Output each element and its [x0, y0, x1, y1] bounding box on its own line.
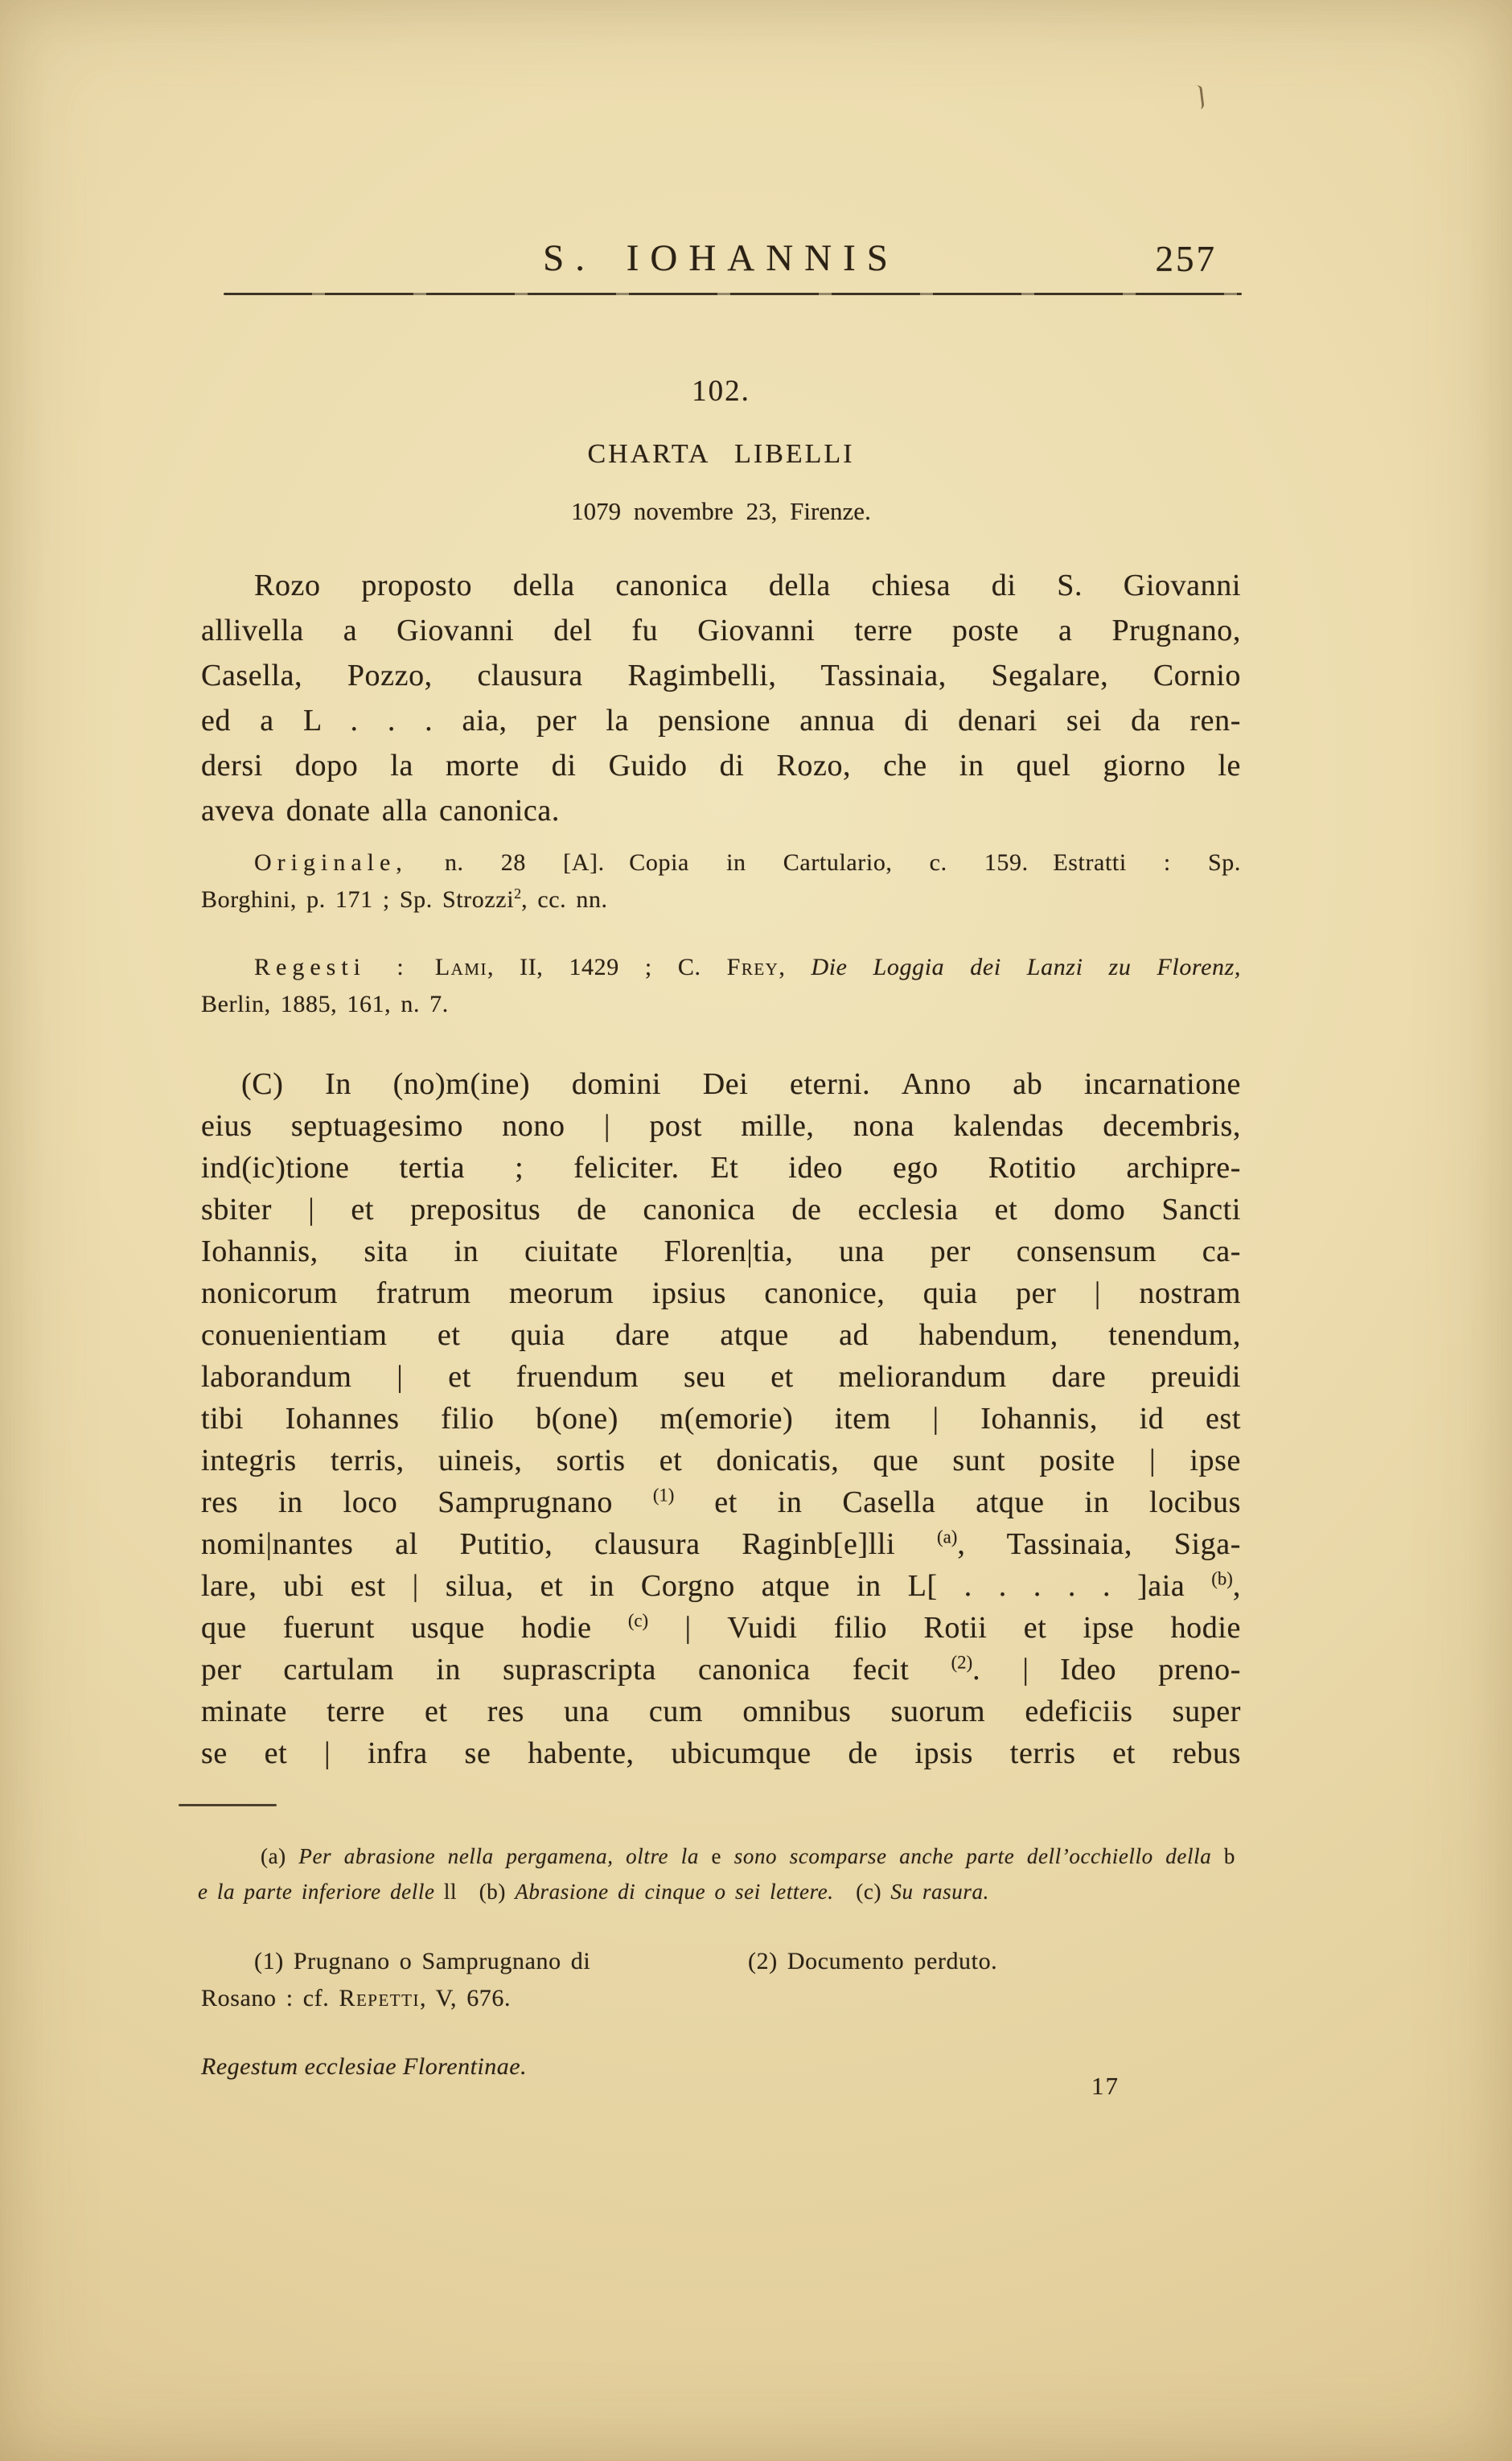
signature-number: 17: [1091, 2072, 1120, 2100]
text-line: sbiter | et prepositus de canonica de ecclesia et domo Sancti: [201, 1193, 1241, 1226]
running-head: [201, 237, 1241, 279]
sources-note: [201, 844, 1241, 918]
text-line: Rozo proposto della canonica della chiesa di S. Giovanni: [254, 569, 1241, 602]
numbered-footnotes: [201, 1943, 1241, 2017]
regesti-note: [201, 949, 1241, 1023]
footnote-1-continuation: Rosano : cf. Repetti, V, 676.: [201, 1985, 512, 2011]
text-line: res in loco Samprugnano $^{(1)}$ et in Casella atque in locibus: [201, 1485, 1241, 1519]
page-number: 257: [1155, 239, 1217, 279]
text-line: eius septuagesimo nono | post mille, nona kalendas decembris,: [201, 1109, 1241, 1143]
text-line: Iohannis, sita in ciuitate Floren|tia, una per consensum ca-: [201, 1235, 1241, 1268]
text-line: lare, ubi est | silua, et in Corgno atque in L[ . . . . . ]aia $^{(b)}$,: [201, 1568, 1241, 1603]
critical-apparatus: [198, 1839, 1235, 1909]
text-line: que fuerunt usque hodie $^{(c)}$ | Vuidi filio Rotii et ipse hodie: [201, 1610, 1241, 1645]
text-line: Borghini, p. 171 ; Sp. Strozzi$^2$, cc. nn.: [201, 885, 608, 913]
footnote-rule: [179, 1804, 277, 1806]
text-line: allivella a Giovanni del fu Giovanni terre poste a Prugnano,: [201, 614, 1241, 647]
text-line: Casella, Pozzo, clausura Ragimbelli, Tassinaia, Segalare, Cornio: [201, 659, 1241, 692]
text-line: aveva donate alla canonica.: [201, 794, 560, 828]
text-line: nonicorum fratrum meorum ipsius canonice, quia per | nostram: [201, 1276, 1241, 1310]
colophon-series-title: Regestum ecclesiae Florentinae.: [201, 2053, 528, 2080]
running-head-title: S. IOHANNIS: [543, 237, 899, 279]
text-line: conuenientiam et quia dare atque ad habendum, tenendum,: [201, 1318, 1241, 1352]
header-rule: [224, 293, 1242, 295]
text-line: per cartulam in suprascripta canonica fecit $^{(2)}$. | Ideo preno-: [201, 1652, 1241, 1687]
charter-text: [201, 1063, 1241, 1774]
text-line: laborandum | et fruendum seu et meliorandum dare preuidi: [201, 1360, 1241, 1394]
text-line: (a) Per abrasione nella pergamena, oltre la e sono scomparse anche parte dell’occhiello della b: [261, 1844, 1235, 1868]
entry-dateline: 1079 novembre 23, Firenze.: [571, 497, 871, 525]
text-line: (C) In (no)m(ine) domini Dei eterni. Anno ab incarnatione: [241, 1067, 1241, 1101]
text-line: Regesti : Lami, II, 1429 ; C. Frey, Die Loggia dei Lanzi zu Florenz,: [254, 954, 1241, 980]
text-line: Originale, n. 28 [A]. Copia in Cartulario, c. 159. Estratti : Sp.: [254, 849, 1241, 876]
ink-speck: [1192, 84, 1205, 109]
text-line: se et | infra se habente, ubicumque de ipsis terris et rebus: [201, 1736, 1241, 1770]
text-line: integris terris, uineis, sortis et donicatis, que sunt posite | ipse: [201, 1444, 1241, 1477]
text-line: Berlin, 1885, 161, n. 7.: [201, 991, 449, 1017]
text-line: tibi Iohannes filio b(one) m(emorie) item | Iohannis, id est: [201, 1402, 1241, 1436]
entry-number: 102.: [692, 375, 750, 408]
text-line: dersi dopo la morte di Guido di Rozo, che in quel giorno le: [201, 749, 1241, 783]
text-line: nomi|nantes al Putitio, clausura Raginb[e]lli $^{(a)}$, Tassinaia, Siga-: [201, 1526, 1241, 1561]
entry-title: CHARTA LIBELLI: [587, 439, 855, 469]
footnote-1-text: (1) Prugnano o Samprugnano di: [254, 1948, 591, 1974]
text-line: minate terre et res una cum omnibus suorum edeficiis super: [201, 1695, 1241, 1728]
footnote-2-text: (2) Documento perduto.: [748, 1948, 998, 1974]
text-line: ed a L . . . aia, per la pensione annua di denari sei da ren-: [201, 704, 1241, 737]
summary-paragraph: [201, 563, 1241, 833]
text-line: ind(ic)tione tertia ; feliciter. Et ideo ego Rotitio archipre-: [201, 1151, 1241, 1185]
text-line: e la parte inferiore delle ll (b) Abrasione di cinque o sei lettere. (c) Su rasura.: [198, 1880, 989, 1904]
footnote-row: [201, 1943, 1241, 1980]
